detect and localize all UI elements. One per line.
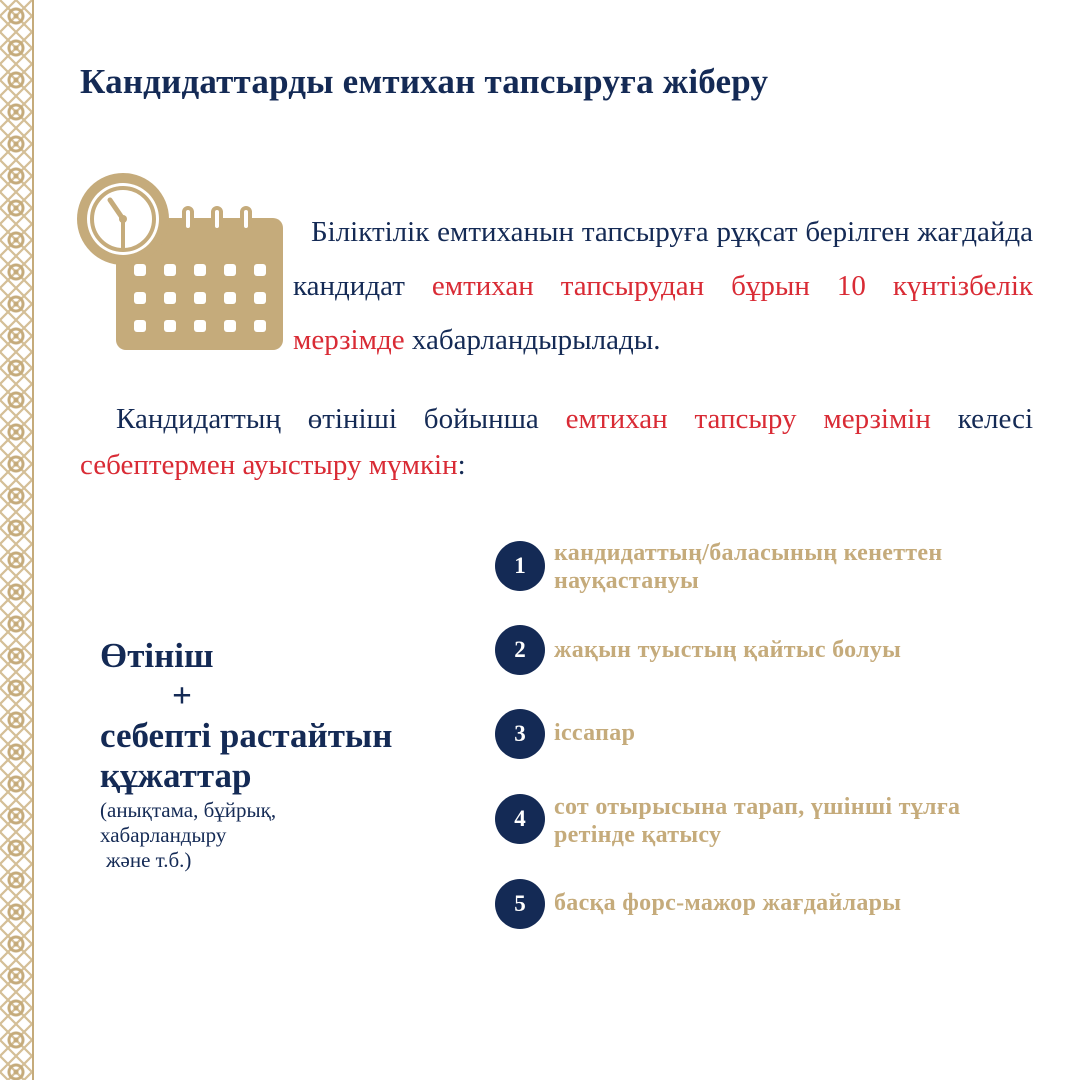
reason-item-3 (554, 719, 1044, 747)
para2-highlight-2: себептермен ауыстыру мүмкін (80, 449, 458, 481)
intro-highlight: емтихан тапсырудан бұрын 10 күнтізбелік мерзімде (293, 270, 1033, 356)
note-line-2: хабарландыру (100, 823, 227, 847)
intro-text-end: хабарландырылады. (404, 324, 661, 356)
page-title: Кандидаттарды емтихан тапсыруға жіберу (80, 62, 769, 101)
requirement-application: Өтініш (100, 636, 214, 675)
reason-3-line-1: іссапар (554, 720, 636, 746)
para2-text-start: Кандидаттың өтініші бойынша (116, 403, 566, 435)
requirements-block (100, 636, 392, 796)
para2-highlight-1: емтихан тапсыру мерзімін (565, 403, 931, 435)
note-line-3: және т.б.) (106, 848, 192, 872)
note-line-1: (анықтама, бұйрық, (100, 798, 277, 822)
reason-item-1 (554, 539, 1044, 595)
para2-text-end: : (457, 449, 466, 481)
requirements-note (100, 798, 276, 873)
reason-number-2: 2 (495, 625, 545, 675)
reason-number-5: 5 (495, 879, 545, 929)
para2-text-middle: келесі (930, 403, 1034, 435)
reason-1-line-1: кандидаттың/баласының кенеттен (554, 540, 943, 566)
reason-4-line-2: ретінде қатысу (554, 822, 722, 848)
intro-text-start: Біліктілік емтиханын тапсыруға рұқсат берілген жағдайда кандидат (293, 216, 1033, 302)
intro-paragraph (293, 205, 1033, 367)
calendar-clock-icon (76, 172, 286, 354)
reason-1-line-2: науқастануы (554, 568, 700, 594)
requirement-plus: + (172, 676, 192, 715)
reason-item-4 (554, 793, 1044, 849)
reason-5-line-1: басқа форс-мажор жағдайлары (554, 890, 902, 916)
reason-item-2 (554, 636, 1044, 664)
reason-4-line-1: сот отырысына тарап, үшінші тұлға (554, 794, 961, 820)
ornament-border (0, 0, 34, 1080)
requirement-documents-line1: себепті растайтын (100, 716, 393, 755)
reason-number-1: 1 (495, 541, 545, 591)
requirement-documents-line2: құжаттар (100, 756, 252, 795)
reschedule-paragraph (80, 396, 1033, 488)
reason-item-5 (554, 889, 1044, 917)
reason-2-line-1: жақын туыстың қайтыс болуы (554, 637, 902, 663)
reason-number-3: 3 (495, 709, 545, 759)
reason-number-4: 4 (495, 794, 545, 844)
